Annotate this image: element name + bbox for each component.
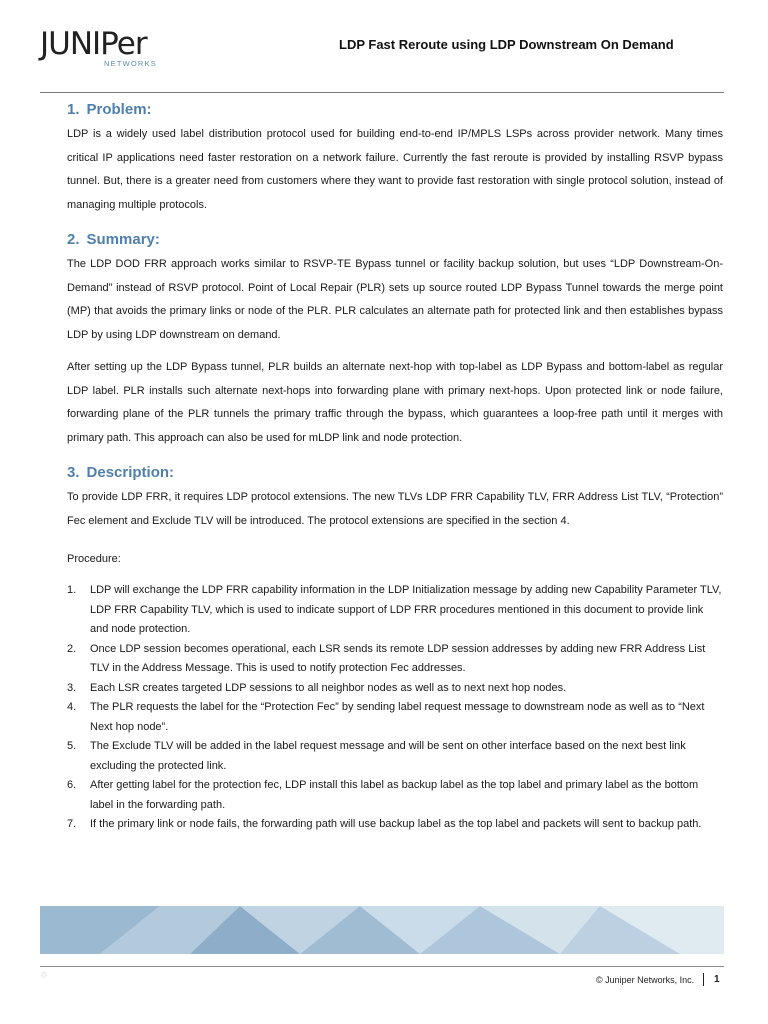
list-item bbox=[67, 698, 723, 737]
list-item bbox=[67, 815, 723, 835]
list-item-text: The PLR requests the label for the “Protection Fec” by sending label request message to downstream node as well as to “Next Next hop node”. bbox=[90, 701, 705, 733]
list-item bbox=[67, 737, 723, 776]
document-body bbox=[67, 100, 723, 835]
header-divider bbox=[40, 92, 724, 93]
list-item-number: 3. bbox=[67, 681, 77, 694]
recycle-icon: ♲ bbox=[40, 970, 49, 980]
list-item bbox=[67, 776, 723, 815]
list-item-text: LDP will exchange the LDP FRR capability information in the LDP Initialization message by adding new Capability Parameter TLV, LDP FRR Capability TLV, which is used to indicate support of LDP FRR procedures mentioned in this document to provide link and node protection. bbox=[90, 584, 722, 635]
footer-divider bbox=[40, 966, 724, 967]
procedure-list bbox=[67, 581, 723, 835]
section-title: Description: bbox=[86, 464, 175, 481]
section-heading-problem bbox=[67, 100, 723, 120]
list-item-number: 6. bbox=[67, 779, 77, 791]
list-item bbox=[67, 640, 723, 679]
list-item-text: After getting label for the protection fec, LDP install this label as backup label as the top label and primary label as the bottom label in the forwarding path. bbox=[90, 779, 699, 811]
document-title: LDP Fast Reroute using LDP Downstream On Demand bbox=[339, 37, 674, 52]
list-item bbox=[67, 679, 723, 699]
list-item-text: Once LDP session becomes operational, each LSR sends its remote LDP session addresses by adding new FRR Address List TLV in the Address Message. This is used to notify protection Fec addresses. bbox=[90, 642, 706, 674]
section-number: 3. bbox=[67, 464, 80, 481]
list-item-number: 5. bbox=[67, 740, 77, 752]
section-number: 1. bbox=[67, 101, 80, 118]
juniper-logo bbox=[40, 28, 170, 74]
page-number: 1 bbox=[714, 974, 720, 985]
footer-banner bbox=[40, 906, 724, 954]
banner-graphic bbox=[40, 906, 724, 954]
paragraph: LDP is a widely used label distribution protocol used for building end-to-end IP/MPLS LSPs across provider network. Many times critical IP applications need faster restoration on a network failure. Currently the fast reroute is provided by installing RSVP bypass tunnel. But, there is a greater need from customers where they want to provide fast restoration with single protocol solution, instead of managing multiple protocols. bbox=[67, 128, 723, 211]
section-title: Summary: bbox=[86, 231, 160, 248]
list-item-text: If the primary link or node fails, the forwarding path will use backup label as the top label and packets will sent to backup path. bbox=[90, 818, 702, 830]
list-item-number: 4. bbox=[67, 701, 77, 713]
paragraph: The LDP DOD FRR approach works similar to RSVP-TE Bypass tunnel or facility backup solution, but uses “LDP Downstream-On-Demand” instead of RSVP protocol. Point of Local Repair (PLR) sets up source routed LDP Bypass Tunnel towards the merge point (MP) that avoids the primary links or node of the PLR. PLR calculates an alternate path for protected link and then establishes bypass LDP by using LDP downstream on demand. bbox=[67, 258, 723, 341]
paragraph: After setting up the LDP Bypass tunnel, PLR builds an alternate next-hop with top-label as LDP Bypass and bottom-label as regular LDP label. PLR installs such alternate next-hops into forwarding plane with primary next-hops. Upon protected link or node failure, forwarding plane of the PLR tunnels the primary traffic through the bypass, which guarantees a loop-free path until it merges with primary path. This approach can also be used for mLDP link and node protection. bbox=[67, 361, 723, 444]
logo-wordmark: JUNIPer bbox=[40, 26, 147, 62]
list-item-text: Each LSR creates targeted LDP sessions to all neighbor nodes as well as to next next hop nodes. bbox=[90, 681, 567, 694]
procedure-label: Procedure: bbox=[67, 553, 121, 565]
logo-subtitle: NETWORKS bbox=[104, 59, 157, 68]
list-item bbox=[67, 581, 723, 640]
list-item-text: The Exclude TLV will be added in the label request message and will be sent on other interface based on the next best link excluding the protected link. bbox=[90, 740, 686, 772]
list-item-number: 2. bbox=[67, 642, 77, 655]
paragraph: To provide LDP FRR, it requires LDP protocol extensions. The new TLVs LDP FRR Capability TLV, FRR Address List TLV, “Protection” Fec element and Exclude TLV will be introduced. The protocol extensions are specified in the section 4. bbox=[67, 491, 723, 527]
section-title: Problem: bbox=[86, 101, 152, 118]
section-heading-description bbox=[67, 463, 723, 483]
footer-separator bbox=[703, 973, 704, 986]
copyright-notice: © Juniper Networks, Inc. bbox=[596, 975, 695, 985]
section-heading-summary bbox=[67, 230, 723, 250]
section-number: 2. bbox=[67, 231, 80, 248]
list-item-number: 1. bbox=[67, 584, 77, 596]
list-item-number: 7. bbox=[67, 818, 77, 830]
